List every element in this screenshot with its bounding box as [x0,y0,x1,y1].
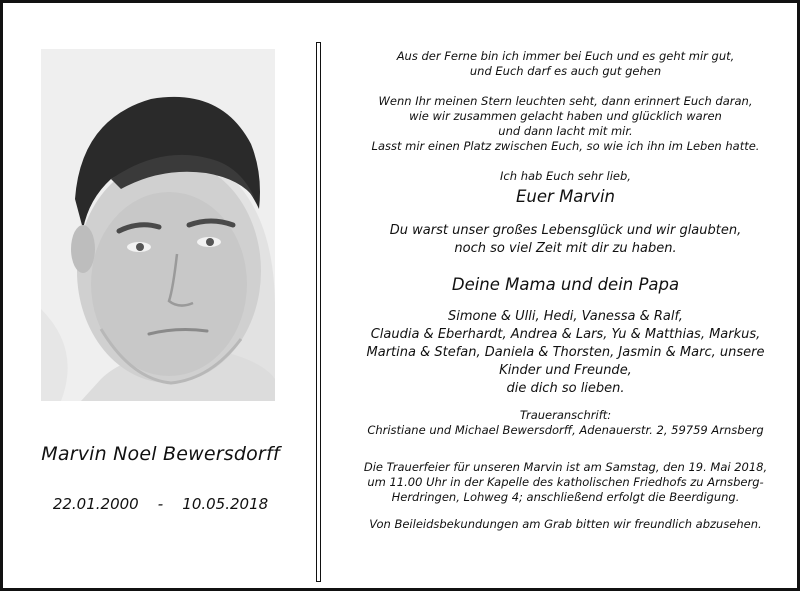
mourners-line: Martina & Stefan, Daniela & Thorsten, Jasmin & Marc, unsere [366,345,765,360]
ceremony-info [338,460,793,505]
mourners-line: Kinder und Freunde, [499,363,632,378]
portrait-image [41,49,275,401]
portrait-photo [41,49,275,401]
mourners-list [338,308,793,398]
mourners-line: Claudia & Eberhardt, Andrea & Lars, Yu & Matthias, Markus, [370,327,761,342]
poem-line: Lasst mir einen Platz zwischen Euch, so wie ich ihn im Leben hatte. [371,139,760,153]
vertical-divider [316,42,321,582]
mourners-line: die dich so lieben. [506,381,625,396]
poem-line: Aus der Ferne bin ich immer bei Euch und es geht mir gut, [396,49,735,63]
deceased-name: Marvin Noel Bewersdorff [41,443,280,465]
address: Christiane und Michael Bewersdorff, Adenauerstr. 2, 59759 Arnsberg [367,423,764,437]
poem-line: und dann lacht mit mir. [498,124,633,138]
ceremony-line: Herdringen, Lohweg 4; anschließend erfolgt die Beerdigung. [391,490,740,504]
life-dates: 22.01.2000 - 10.05.2018 [52,495,269,513]
mourners-line: Simone & Ulli, Hedi, Vanessa & Ralf, [448,309,683,324]
parents-text-line: Du warst unser großes Lebensglück und wir glaubten, [389,223,742,238]
poem-line: Wenn Ihr meinen Stern leuchten seht, dann erinnert Euch daran, [378,94,753,108]
ceremony-line: um 11.00 Uhr in der Kapelle des katholischen Friedhofs zu Arnsberg- [367,475,764,489]
notice-text [338,49,793,532]
poem [338,49,793,154]
parents-text-line: noch so viel Zeit mit dir zu haben. [454,241,677,256]
condolence-note: Von Beileidsbekundungen am Grab bitten wir freundlich abzusehen. [369,517,762,531]
poem-line: und Euch darf es auch gut gehen [469,64,662,78]
closing-line: Ich hab Euch sehr lieb, [500,169,631,183]
signature: Euer Marvin [516,187,615,206]
parents-heading: Deine Mama und dein Papa [451,275,680,294]
poem-line: wie wir zusammen gelacht haben und glücklich waren [409,109,722,123]
ceremony-line: Die Trauerfeier für unseren Marvin ist am Samstag, den 19. Mai 2018, [363,460,768,474]
address-label: Traueranschrift: [519,408,612,422]
